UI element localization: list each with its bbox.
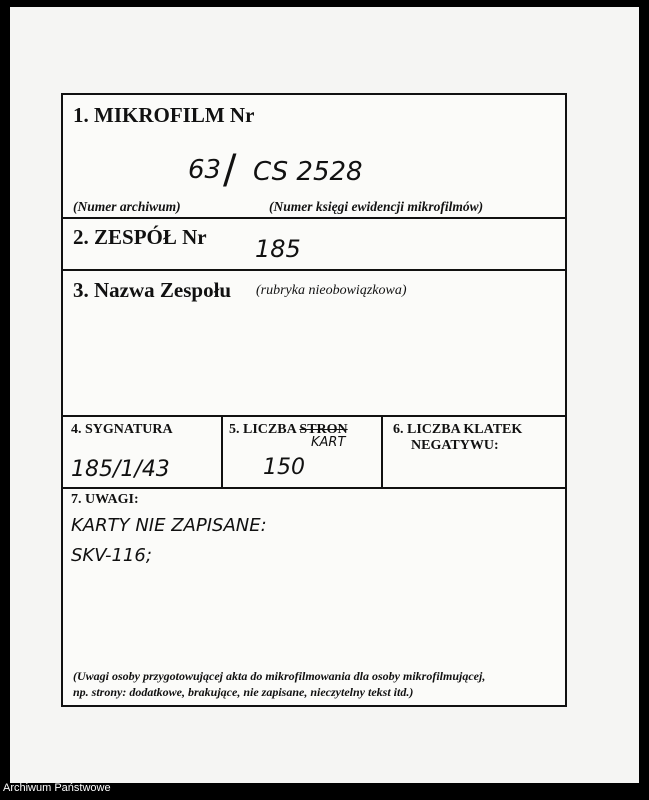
signature-value-handwritten: 185/1/43 — [71, 457, 170, 482]
section5-struck-word: STRON — [299, 422, 348, 437]
divider-2 — [63, 269, 565, 271]
section4-title: 4. SYGNATURA — [71, 422, 173, 437]
register-number-handwritten: CS 2528 — [253, 157, 363, 187]
microfilm-form — [61, 93, 567, 707]
remarks-line2-handwritten: SKV-116; — [71, 545, 152, 566]
section6-title-line2: NEGATYWU: — [411, 438, 499, 453]
section6-title-line1: 6. LICZBA KLATEK — [393, 422, 523, 437]
remarks-footnote-line2: np. strony: dodatkowe, brakujące, nie zapisane, nieczytelny tekst itd.) — [73, 685, 414, 699]
column-divider-2 — [381, 415, 383, 487]
page-count-handwritten: 150 — [263, 455, 305, 480]
divider-1 — [63, 217, 565, 219]
divider-3 — [63, 415, 565, 417]
section1-title: 1. MIKROFILM Nr — [73, 103, 255, 127]
section3-note: (rubryka nieobowiązkowa) — [256, 283, 407, 298]
section7-title: 7. UWAGI: — [71, 492, 139, 507]
section2-title: 2. ZESPÓŁ Nr — [73, 225, 207, 249]
remarks-line1-handwritten: KARTY NIE ZAPISANE: — [71, 515, 267, 536]
section5-correction-handwritten: KART — [311, 435, 346, 450]
collection-number-handwritten: 185 — [255, 235, 301, 263]
remarks-footnote-line1: (Uwagi osoby przygotowującej akta do mikrofilmowania dla osoby mikrofilmującej, — [73, 669, 486, 683]
archive-number-label: (Numer archiwum) — [73, 199, 181, 214]
section5-title-prefix: 5. LICZBA — [229, 422, 296, 437]
archive-number-handwritten: 63 — [188, 155, 222, 185]
divider-4 — [63, 487, 565, 489]
register-number-label: (Numer księgi ewidencji mikrofilmów) — [269, 199, 484, 214]
column-divider-1 — [221, 415, 223, 487]
archive-watermark: Archiwum Państwowe — [3, 782, 111, 794]
slash-divider-handwritten: / — [223, 147, 237, 193]
section3-title: 3. Nazwa Zespołu — [73, 278, 232, 302]
